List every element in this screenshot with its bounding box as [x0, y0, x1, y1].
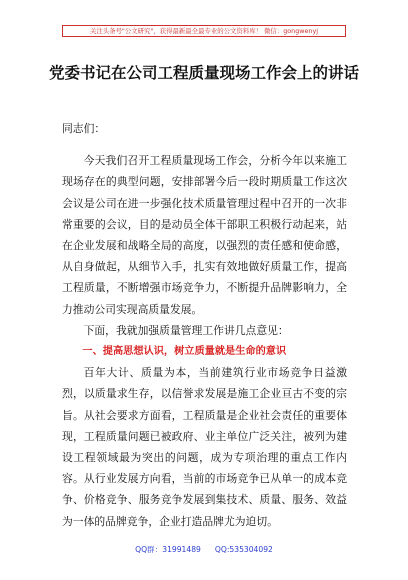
section-heading: 一、提高思想认识，树立质量就是生命的意识	[82, 346, 287, 358]
section-paragraph: 百年大计、质量为本，当前建筑行业市场竞争日益激烈，以质量求生存，以信誉求发展是施工企业亘古不变的宗旨。从社会要求方面看，工程质量是企业社会责任的重要体现，工程质量问题已被政府、业主单位广泛关注，被列为建设工程领域最为突出的问题，成为专项治理的重点工作内容。从行业发展方向看，当前的市场竞争已从单一的成本竞争、价格竞争、服务竞争发展到集技术、质量、服务、效益为一体的品牌竞争，企业打造品牌尤为迫切。	[62, 366, 347, 528]
promo-banner: 关注头条号"公文研究"，获得最新最全最专业的公文资料库！ 微信：gongwenyj	[62, 25, 346, 37]
footer-qq-group: QQ群：31991489	[135, 545, 201, 554]
body-paragraph-2: 下面，我就加强质量管理工作讲几点意见：	[83, 323, 289, 337]
footer-contact	[0, 545, 408, 555]
footer-qq: QQ:535304092	[214, 545, 273, 554]
document-title: 党委书记在公司工程质量现场工作会上的讲话	[48, 64, 359, 82]
document-body	[62, 118, 347, 532]
salutation: 同志们：	[62, 122, 106, 135]
body-paragraph-1: 今天我们召开工程质量现场工作会，分析今年以来施工现场存在的典型问题，安排部署今后一段时期质量工作这次会议是公司在进一步强化技术质量管理过程中召开的一次非常重要的会议，目的是动员全体干部职工积极行动起来，站在企业发展和战略全局的高度，以强烈的责任感和使命感，从自身做起，从细节入手，扎实有效地做好质量工作，提高工程质量，不断增强市场竞争力，不断提升品牌影响力，全力推动公司实现高质量发展。	[62, 154, 347, 316]
